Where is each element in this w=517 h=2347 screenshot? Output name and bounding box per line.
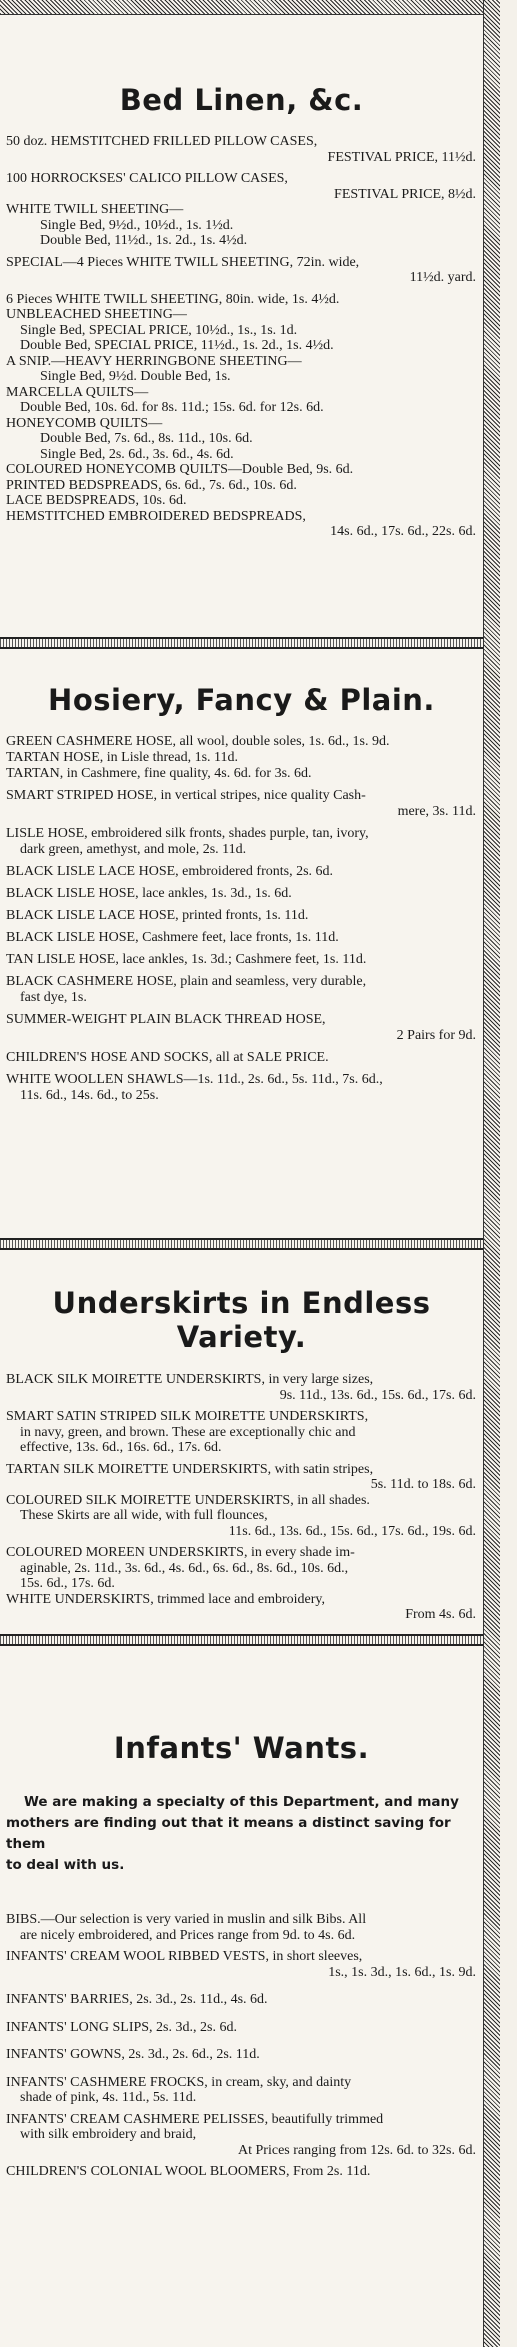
list-item: PRINTED BEDSPREADS, 6s. 6d., 7s. 6d., 10s. 6d. xyxy=(6,477,297,493)
list-item: INFANTS' BARRIES, 2s. 3d., 2s. 11d., 4s. 6d. xyxy=(6,1992,268,2007)
list-item: INFANTS' GOWNS, 2s. 3d., 2s. 6d., 2s. 11d. xyxy=(6,2047,260,2062)
list-item: INFANTS' LONG SLIPS, 2s. 3d., 2s. 6d. xyxy=(6,2019,237,2035)
top-border xyxy=(0,0,497,15)
section-bed-linen xyxy=(6,134,476,540)
list-item: TARTAN, in Cashmere, fine quality, 4s. 6d. for 3s. 6d. xyxy=(6,766,312,781)
list-item: COLOURED MOREEN UNDERSKIRTS, in every shade im- aginable, 2s. 11d., 3s. 6d., 4s. 6d., 6s. 6d., 8s. 6d., 10s. 6d., 15s. 6d., 17s. 6d. xyxy=(6,1545,355,1591)
list-item: COLOURED HONEYCOMB QUILTS—Double Bed, 9s. 6d. xyxy=(6,462,354,477)
list-item: INFANTS' CASHMERE FROCKS, in cream, sky, and dainty shade of pink, 4s. 11d., 5s. 11d. xyxy=(6,2074,352,2105)
list-item: INFANTS' CREAM CASHMERE PELISSES, beautifully trimmed with silk embroidery and braid, At Prices ranging from 12s. 6d. to 32s. 6d. xyxy=(6,2111,476,2158)
list-item: BLACK LISLE LACE HOSE, printed fronts, 1s. 11d. xyxy=(6,908,309,923)
list-item: 50 doz. HEMSTITCHED FRILLED PILLOW CASES, FESTIVAL PRICE, 11½d. xyxy=(6,134,476,165)
section-underskirts xyxy=(6,1372,476,1623)
list-item: HONEYCOMB QUILTS— Double Bed, 7s. 6d., 8s. 11d., 10s. 6d. Single Bed, 2s. 6d., 3s. 6d., 4s. 6d. xyxy=(6,415,253,462)
list-item: INFANTS' CREAM WOOL RIBBED VESTS, in short sleeves, 1s., 1s. 3d., 1s. 6d., 1s. 9d. xyxy=(6,1949,476,1980)
list-item: HEMSTITCHED EMBROIDERED BEDSPREADS, 14s. 6d., 17s. 6d., 22s. 6d. xyxy=(6,508,476,539)
list-item: 6 Pieces WHITE TWILL SHEETING, 80in. wide, 1s. 4½d. xyxy=(6,291,340,307)
list-item: BIBS.—Our selection is very varied in muslin and silk Bibs. All are nicely embroidered, and Prices range from 9d. to 4s. 6d. xyxy=(6,1912,367,1943)
list-item: 100 HORROCKSES' CALICO PILLOW CASES, FESTIVAL PRICE, 8½d. xyxy=(6,171,476,202)
list-item: LISLE HOSE, embroidered silk fronts, shades purple, tan, ivory, dark green, amethyst, and mole, 2s. 11d. xyxy=(6,826,369,857)
section-title-hosiery: Hosiery, Fancy & Plain. xyxy=(48,683,435,717)
section-title-underskirts: Underskirts in Endless Variety. xyxy=(52,1286,431,1354)
section-title-infants: Infants' Wants. xyxy=(113,1731,370,1765)
list-item: UNBLEACHED SHEETING— Single Bed, SPECIAL PRICE, 10½d., 1s., 1s. 1d. Double Bed, SPECIAL PRICE, 11½d., 1s. 2d., 1s. 4½d. xyxy=(6,307,334,353)
right-border xyxy=(483,0,500,2347)
list-item: CHILDREN'S HOSE AND SOCKS, all at SALE PRICE. xyxy=(6,1050,329,1065)
list-item: GREEN CASHMERE HOSE, all wool, double soles, 1s. 6d., 1s. 9d. xyxy=(6,734,390,749)
list-item: TAN LISLE HOSE, lace ankles, 1s. 3d.; Cashmere feet, 1s. 11d. xyxy=(6,952,367,967)
list-item: BLACK CASHMERE HOSE, plain and seamless, very durable, fast dye, 1s. xyxy=(6,974,367,1005)
list-item: SMART STRIPED HOSE, in vertical stripes, nice quality Cash- mere, 3s. 11d. xyxy=(6,788,476,819)
list-item: COLOURED SILK MOIRETTE UNDERSKIRTS, in all shades. These Skirts are all wide, with full flounces, 11s. 6d., 13s. 6d., 15s. 6d., 17s. 6d., 19s. 6d. xyxy=(6,1492,476,1539)
section-divider xyxy=(0,637,483,649)
section-title-bed-linen: Bed Linen, &c. xyxy=(119,83,364,117)
list-item: TARTAN HOSE, in Lisle thread, 1s. 11d. xyxy=(6,750,239,765)
section-divider xyxy=(0,1634,483,1646)
list-item: WHITE UNDERSKIRTS, trimmed lace and embroidery, From 4s. 6d. xyxy=(6,1591,476,1622)
intro-paragraph: We are making a specialty of this Department, and many mothers are finding out that it means a distinct saving for them to deal with us. xyxy=(6,1794,459,1873)
section-hosiery xyxy=(6,734,476,1104)
list-item: LACE BEDSPREADS, 10s. 6d. xyxy=(6,493,187,508)
list-item: BLACK LISLE LACE HOSE, embroidered fronts, 2s. 6d. xyxy=(6,864,334,879)
list-item: SMART SATIN STRIPED SILK MOIRETTE UNDERSKIRTS, in navy, green, and brown. These are exceptionally chic and effective, 13s. 6d., 16s. 6d., 17s. 6d. xyxy=(6,1409,369,1455)
list-item: MARCELLA QUILTS— Double Bed, 10s. 6d. for 8s. 11d.; 15s. 6d. for 12s. 6d. xyxy=(6,384,324,415)
list-item: BLACK LISLE HOSE, Cashmere feet, lace fronts, 1s. 11d. xyxy=(6,930,339,945)
section-divider xyxy=(0,1238,483,1250)
list-item: WHITE WOOLLEN SHAWLS—1s. 11d., 2s. 6d., 5s. 11d., 7s. 6d., 11s. 6d., 14s. 6d., to 25s. xyxy=(6,1072,383,1103)
list-item: SUMMER-WEIGHT PLAIN BLACK THREAD HOSE, 2 Pairs for 9d. xyxy=(6,1012,476,1043)
list-item: WHITE TWILL SHEETING— Single Bed, 9½d., 10½d., 1s. 1½d. Double Bed, 11½d., 1s. 2d., 1s. 4½d. xyxy=(6,202,248,248)
list-item: SPECIAL—4 Pieces WHITE TWILL SHEETING, 72in. wide, 11½d. yard. xyxy=(6,254,476,285)
list-item: BLACK SILK MOIRETTE UNDERSKIRTS, in very large sizes, 9s. 11d., 13s. 6d., 15s. 6d., 17s. 6d. xyxy=(6,1372,476,1403)
section-infants xyxy=(6,1792,476,2180)
list-item: CHILDREN'S COLONIAL WOOL BLOOMERS, From 2s. 11d. xyxy=(6,2164,371,2179)
list-item: TARTAN SILK MOIRETTE UNDERSKIRTS, with satin stripes, 5s. 11d. to 18s. 6d. xyxy=(6,1461,476,1492)
list-item: A SNIP.—HEAVY HERRINGBONE SHEETING— Single Bed, 9½d. Double Bed, 1s. xyxy=(6,353,302,384)
list-item: BLACK LISLE HOSE, lace ankles, 1s. 3d., 1s. 6d. xyxy=(6,886,292,901)
